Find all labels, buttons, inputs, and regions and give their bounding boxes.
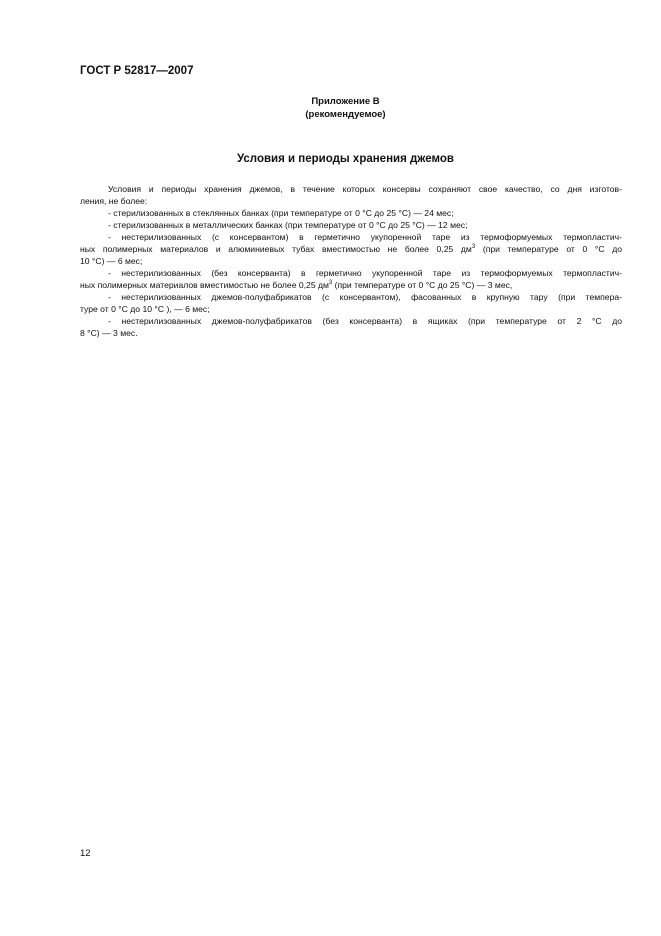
list-item: - стерилизованных в стеклянных банках (при температуре от 0 °С до 25 °С) — 24 мес; (108, 208, 454, 218)
list-item: - стерилизованных в металлических банках (при температуре от 0 °С до 25 °С) — 12 мес; (108, 220, 468, 230)
paragraph-line (80, 279, 622, 291)
section-title: Условия и периоды хранения джемов (236, 153, 454, 165)
paragraph-line (80, 243, 622, 255)
superscript: 3 (328, 280, 333, 286)
appendix-label: Приложение В (311, 96, 380, 107)
paragraph-line: ления, не более: (80, 196, 148, 206)
page-number: 12 (80, 848, 91, 859)
standard-header: ГОСТ Р 52817—2007 (80, 65, 194, 77)
paragraph-line: 10 °С) — 6 мес; (80, 256, 143, 266)
paragraph-line: Условия и периоды хранения джемов, в течение которых консервы сохраняют свое качество, со дня изготов- (108, 184, 622, 194)
list-item: - нестерилизованных джемов-полуфабрикатов (с консервантом), фасованных в крупную тару (при темпера- (108, 292, 622, 302)
line-text: ных полимерных материалов и алюминиевых тубах вместимостью не более 0,25 дм (80, 244, 472, 254)
line-text: (при температуре от 0 °С до (482, 244, 622, 254)
superscript: 3 (471, 244, 476, 250)
list-item: - нестерилизованных (с консервантом) в герметично укупоренной таре из термоформуемых термопластич- (108, 232, 622, 242)
appendix-status: (рекомендуемое) (305, 109, 386, 120)
paragraph-line: туре от 0 °С до 10 °С ), — 6 мес; (80, 304, 210, 314)
line-text: ных полимерных материалов вместимостью не более 0,25 дм (80, 280, 329, 290)
paragraph-line: 8 °С) — 3 мес. (80, 328, 138, 338)
list-item: - нестерилизованных джемов-полуфабрикатов (без консерванта) в ящиках (при температуре от 2 °С до (108, 316, 622, 326)
list-item: - нестерилизованных (без консерванта) в герметично укупоренной таре из термоформуемых термопластич- (108, 268, 622, 278)
line-text: (при температуре от 0 °С до 25 °С) — 3 мес, (334, 280, 513, 290)
